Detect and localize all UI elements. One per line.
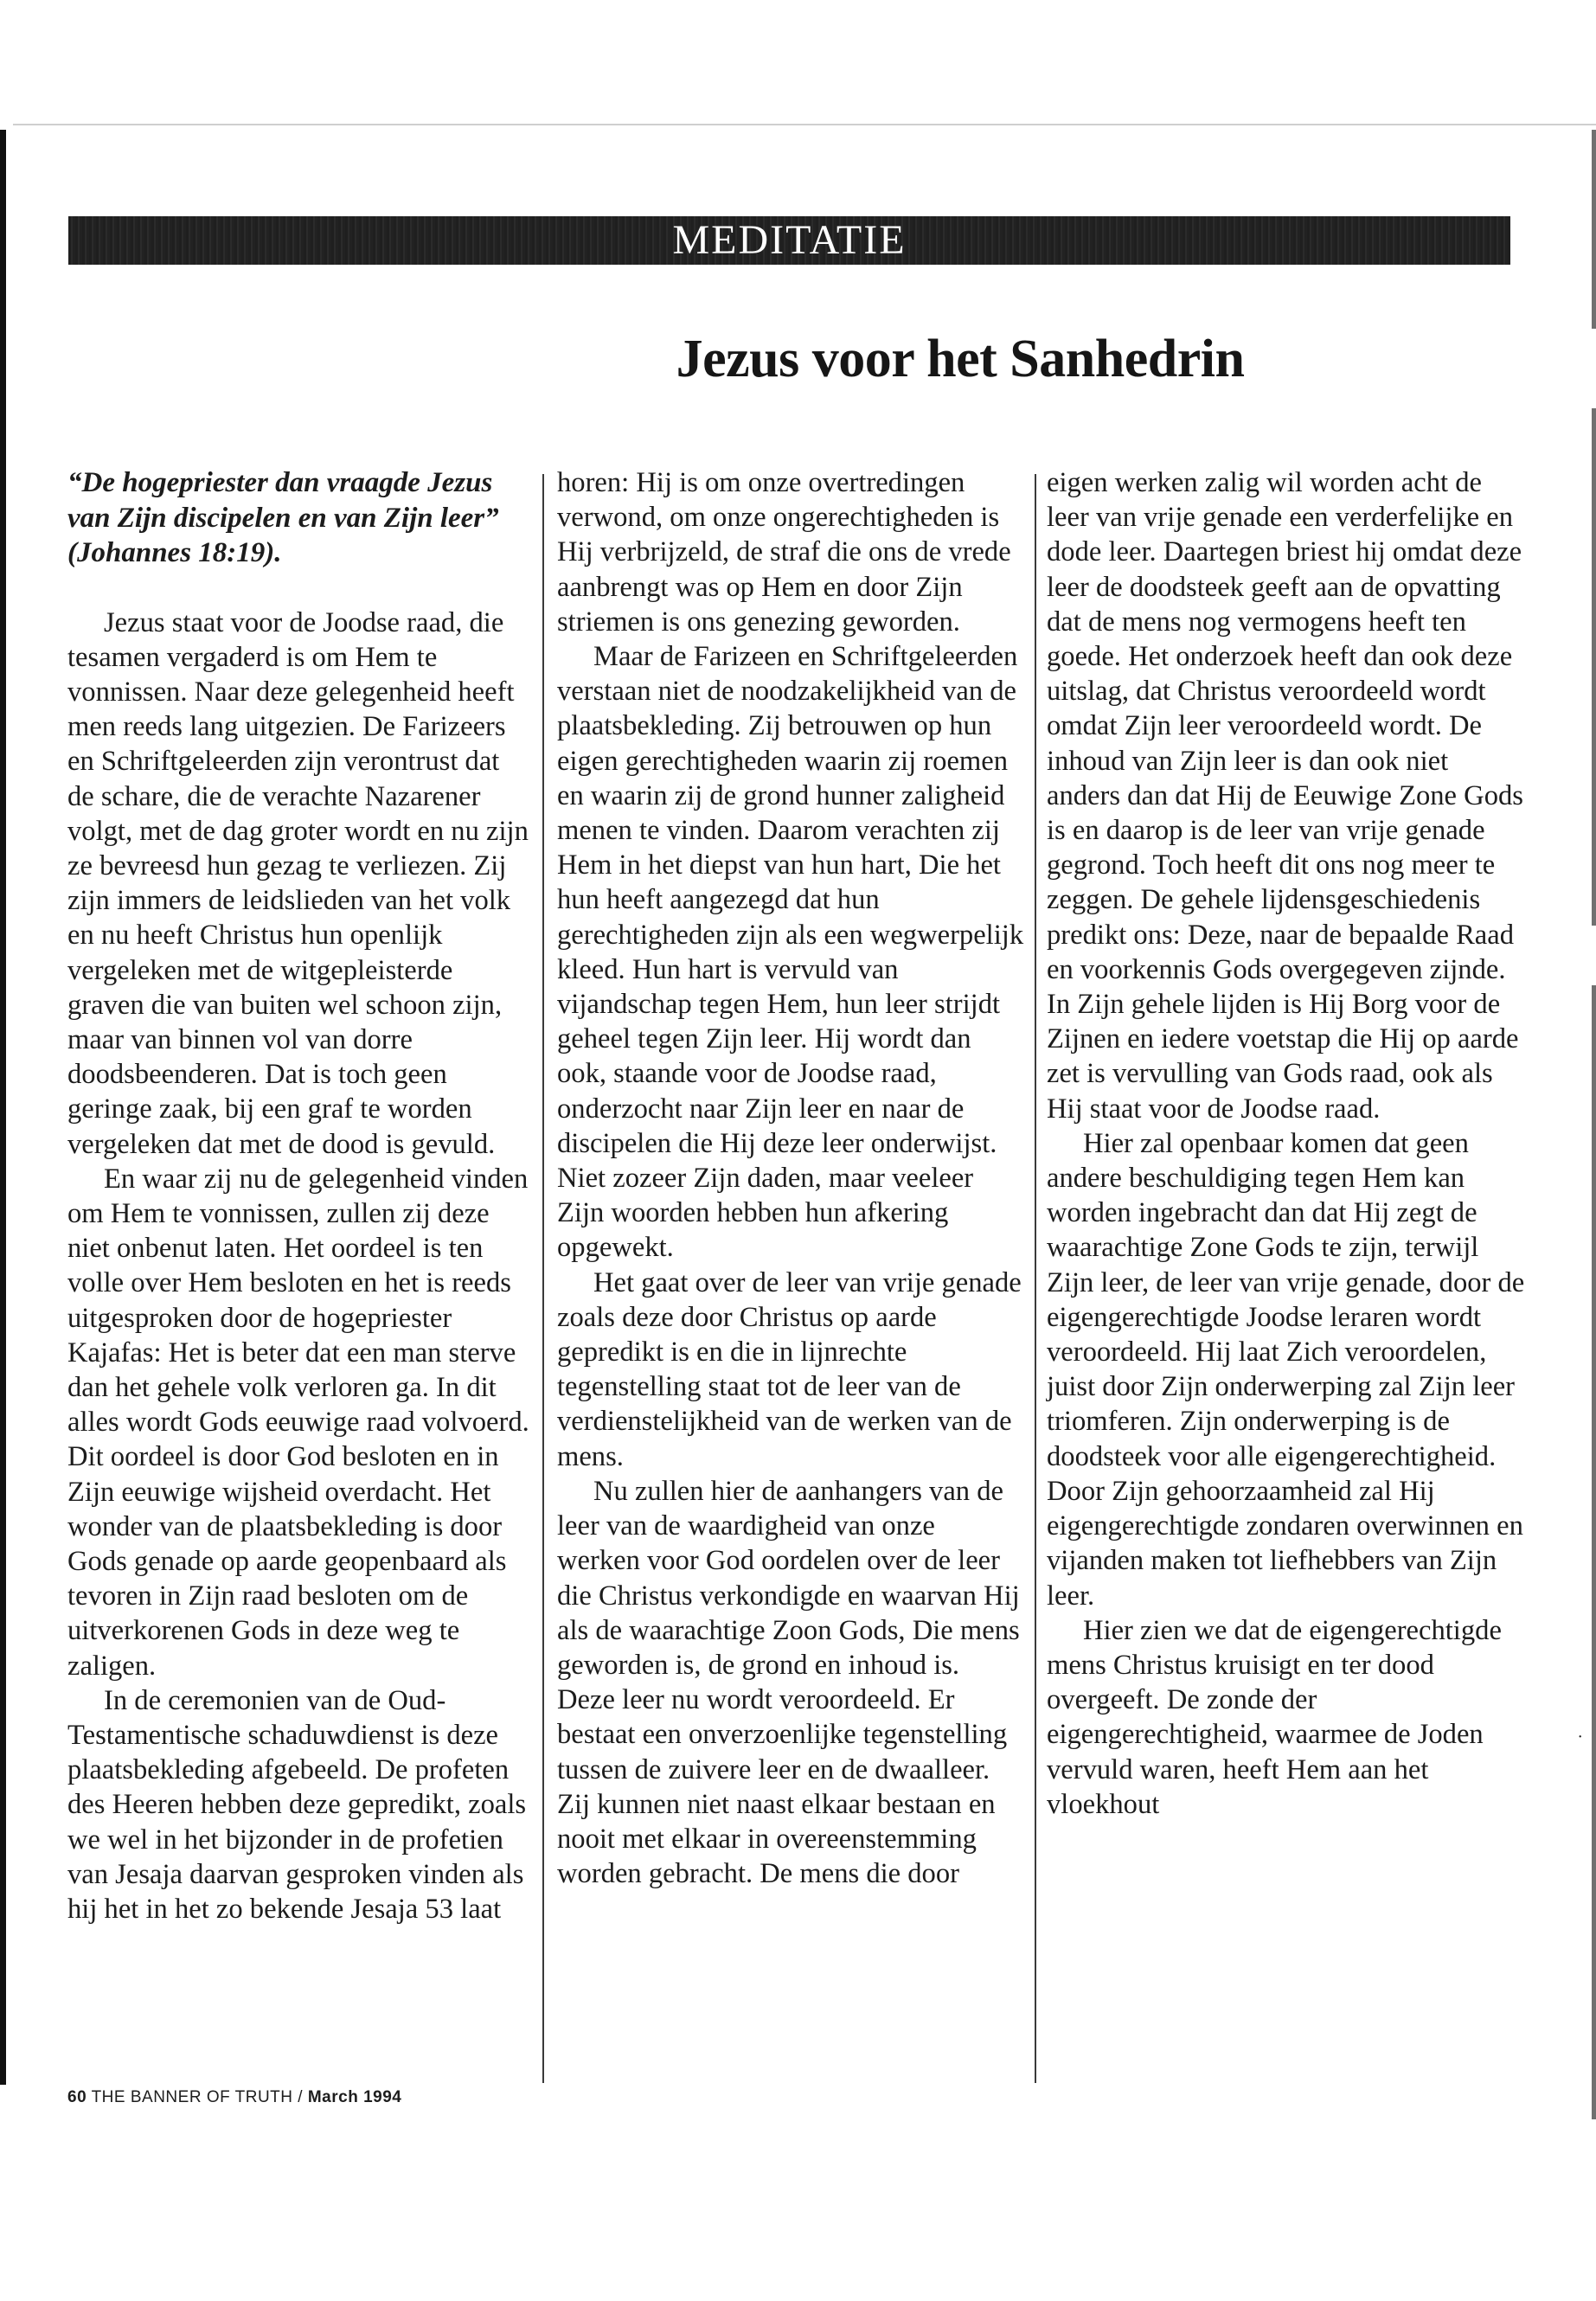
section-banner xyxy=(68,216,1510,265)
top-rule xyxy=(13,124,1596,125)
paragraph: Hier zien we dat de eigengerechtigde mens Christus kruisigt en ter dood overgeeft. De zonde der eigengerechtigheid, waarmee de Joden vervuld waren, heeft Hem aan het vloekhout xyxy=(1047,1614,1502,1820)
paragraph: horen: Hij is om onze overtredingen verwond, om onze ongerechtigheden is Hij verbrijzeld, de straf die ons de vrede aanbrengt was op Hem en door Zijn striemen is ons genezing geworden. xyxy=(557,467,1011,638)
article-column-1 xyxy=(67,465,530,1926)
scan-speck: · xyxy=(1577,1727,1583,1747)
epigraph-quote: “De hogepriester dan vraagde Jezus van Zijn discipelen en van Zijn leer” xyxy=(67,467,499,534)
column-divider-2 xyxy=(1035,474,1036,2083)
epigraph xyxy=(67,465,530,571)
section-banner-label: MEDITATIE xyxy=(672,217,907,263)
paragraph: Nu zullen hier de aanhangers van de leer van de waardigheid van onze werken voor God oordelen over de leer die Christus verkondigde en waarvan Hij als de waarachtige Zoon Gods, Die mens geworden is, de grond en inhoud is. Deze leer nu wordt veroordeeld. Er bestaat een onverzoenlijke tegenstelling tussen de zuivere leer en de dwaalleer. Zij kunnen niet naast elkaar bestaan en nooit met elkaar in overeenstemming worden gebracht. De mens die door xyxy=(557,1475,1020,1890)
paragraph: eigen werken zalig wil worden acht de leer van vrije genade een verderfelijke en dode leer. Daartegen briest hij omdat deze leer de doodsteek geeft aan de opvatting dat de mens nog vermogens heeft ten goede. Het onderzoek heeft dan ook deze uitslag, dat Christus veroordeeld wordt omdat Zijn leer veroordeeld wordt. De inhoud van Zijn leer is dan ook niet anders dan dat Hij de Eeuwige Zone Gods is en daarop is de leer van vrije genade gegrond. Toch heeft dit ons nog meer te zeggen. De gehele lijdensgeschiedenis predikt ons: Deze, naar de bepaalde Raad en voorkennis Gods overgegeven zijnde. In Zijn gehele lijden is Hij Borg voor de Zijnen en iedere voetstap die Hij op aarde zet is vervulling van Gods raad, ook als Hij staat voor de Joodse raad. xyxy=(1047,467,1523,1125)
paragraph: En waar zij nu de gelegenheid vinden om Hem te vonnissen, zullen zij deze niet onbenut laten. Het oordeel is ten volle over Hem besloten en het is reeds uitgesproken door de hogepriester Kajafas: Het is beter dat een man sterve dan het gehele volk verloren ga. In dit alles wordt Gods eeuwige raad volvoerd. Dit oordeel is door God besloten en in Zijn eeuwige wijsheid overdacht. Het wonder van de plaatsbekleding is door Gods genade op aarde geopenbaard als tevoren in Zijn raad besloten om de uitverkorenen Gods in deze weg te zaligen. xyxy=(67,1163,529,1682)
scan-right-edge xyxy=(1592,130,1596,2119)
issue-date: March 1994 xyxy=(307,2088,402,2106)
publication-name: THE BANNER OF TRUTH / xyxy=(91,2088,304,2106)
paragraph: Hier zal openbaar komen dat geen andere beschuldiging tegen Hem kan worden ingebracht dan dat Hij zegt de waarachtige Zone Gods te zijn, terwijl Zijn leer, de leer van vrije genade, door de eigengerechtigde Joodse leraren wordt veroordeeld. Hij laat Zich veroordelen, juist door Zijn onderwerping zal Zijn leer triomferen. Zijn onderwerping is de doodsteek voor alle eigengerechtigheid. Door Zijn gehoorzaamheid zal Hij eigengerechtigde zondaren overwinnen en vijanden maken tot liefhebbers van Zijn leer. xyxy=(1047,1127,1525,1612)
paragraph: Jezus staat voor de Joodse raad, die tesamen vergaderd is om Hem te vonnissen. Naar deze gelegenheid heeft men reeds lang uitgezien. De Farizeers en Schriftgeleerden zijn verontrust dat de schare, die de verachte Nazarener volgt, met de dag groter wordt en nu zijn ze bevreesd hun gezag te verliezen. Zij zijn immers de leidslieden van het volk en nu heeft Christus hun openlijk vergeleken met de witgepleisterde graven die van buiten wel schoon zijn, maar van binnen vol van dorre doodsbeenderen. Dat is toch geen geringe zaak, bij een graf te worden vergeleken dat met de dood is gevuld. xyxy=(67,606,529,1160)
column-divider-1 xyxy=(542,474,544,2083)
paragraph: Het gaat over de leer van vrije genade zoals deze door Christus op aarde gepredikt is en die in lijnrechte tegenstelling staat tot de leer van de verdienstelijkheid van de werken van de mens. xyxy=(557,1266,1022,1472)
scan-left-edge xyxy=(0,130,6,2085)
page-number: 60 xyxy=(67,2088,87,2106)
epigraph-reference: (Johannes 18:19). xyxy=(67,537,282,568)
page-footer xyxy=(67,2088,401,2107)
paragraph: Maar de Farizeen en Schriftgeleerden verstaan niet de noodzakelijkheid van de plaatsbekleding. Zij betrouwen op hun eigen gerechtigheden waarin zij roemen en waarin zij de grond hunner zaligheid menen te vinden. Daarom verachten zij Hem in het diepst van hun hart, Die het hun heeft aangezegd dat hun gerechtigheden zijn als een wegwerpelijk kleed. Hun hart is vervuld van vijandschap tegen Hem, hun leer strijdt geheel tegen Zijn leer. Hij wordt dan ook, staande voor de Joodse raad, onderzocht naar Zijn leer en naar de discipelen die Hij deze leer onderwijst. Niet zozeer Zijn daden, maar veeleer Zijn woorden hebben hun afkering opgewekt. xyxy=(557,641,1024,1264)
article-column-2 xyxy=(557,465,1024,1891)
article-column-3 xyxy=(1047,465,1527,1822)
article-headline: Jezus voor het Sanhedrin xyxy=(676,330,1245,388)
paragraph: In de ceremonien van de Oud-Testamentische schaduwdienst is deze plaatsbekleding afgebeeld. De profeten des Heeren hebben deze gepredikt, zoals we wel in het bijzonder in de profetien van Jesaja daarvan gesproken vinden als hij het in het zo bekende Jesaja 53 laat xyxy=(67,1684,527,1926)
